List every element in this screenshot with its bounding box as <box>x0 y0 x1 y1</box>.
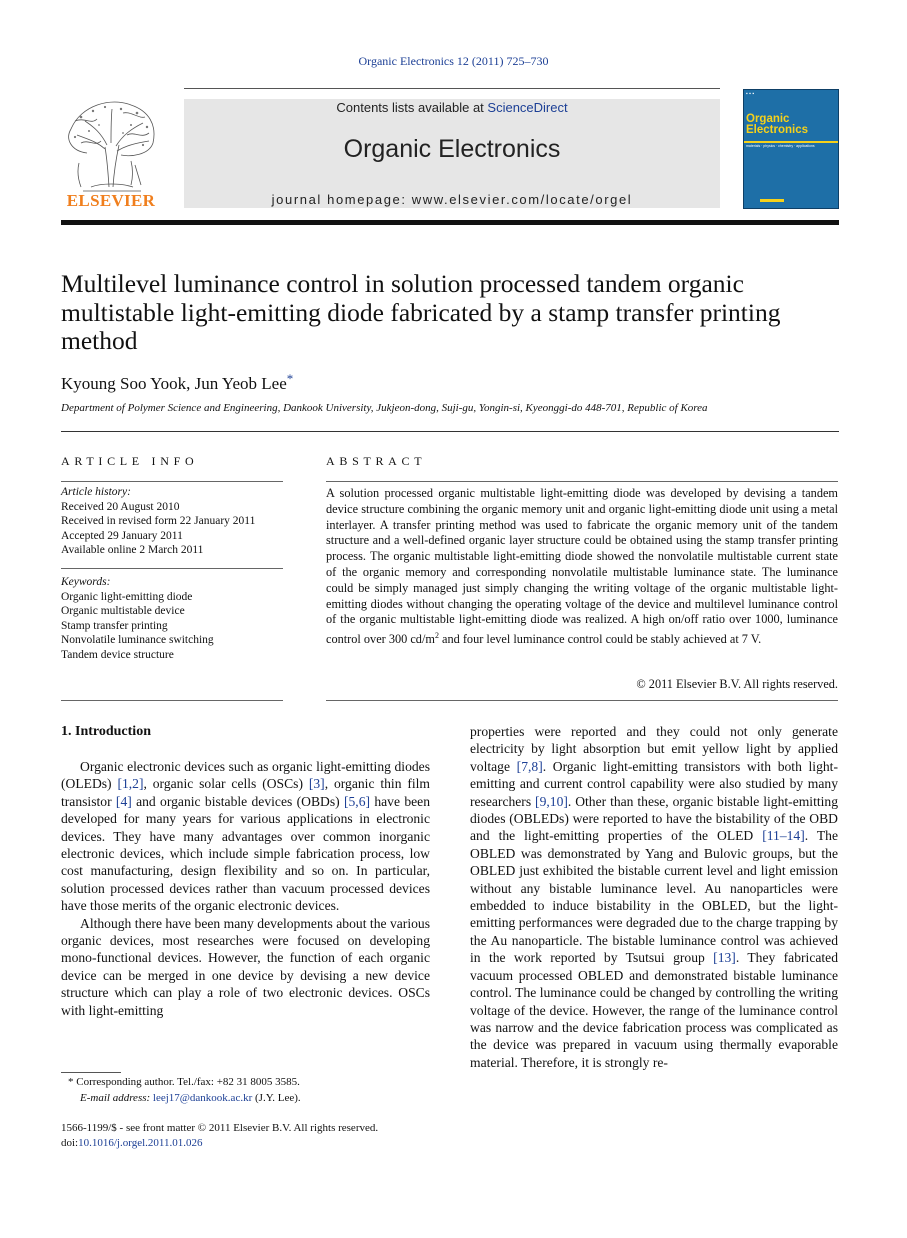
cover-title: Organic Electronics <box>746 113 808 136</box>
footnote-rule <box>61 1072 121 1073</box>
keyword-item: Organic light-emitting diode <box>61 590 193 603</box>
article-info-bottom-rule <box>61 700 283 701</box>
intro-left-column <box>61 758 430 1019</box>
citation-link[interactable]: [3] <box>308 776 325 792</box>
cover-footer-bar <box>760 199 784 202</box>
citation-link[interactable]: [7,8] <box>516 758 543 774</box>
title-divider <box>61 431 839 432</box>
journal-name: Organic Electronics <box>343 135 561 163</box>
history-received: Received 20 August 2010 <box>61 500 180 513</box>
article-info-rule <box>61 481 283 482</box>
corresponding-author-footnote: * Corresponding author. Tel./fax: +82 31 8005 3585. <box>68 1076 300 1088</box>
article-history <box>61 485 291 558</box>
citation-link[interactable]: [5,6] <box>343 793 371 809</box>
abstract-heading: ABSTRACT <box>326 454 427 468</box>
citation-link[interactable]: [13] <box>713 950 736 966</box>
header-thick-rule <box>61 220 839 225</box>
abstract-text: A solution processed organic multistable light-emitting diode was developed by devising a tandem device structure combining the organic memory unit and organic light-emitting diode unit using a metal interlayer. A transfer printing method was used to fabricate the organic memory unit of the tandem structure and a well-defined organic layer structure could be obtained using the stamp transfer printing process. The organic multistable light-emitting diode showed the nonvolatile multistable current state of the organic memory and corresponding nonvolatile multistable luminance state. The luminance could be simply managed just simply changing the writing voltage of the organic multistable light-emitting diodes without changing the operating voltage of the device and multilevel luminance control of the organic multistable light-emitting diode was realized. A high on/off ratio over 1000, luminance control over 300 $cd/m^2$ and four level luminance control could be stably achieved at 7 V. <box>326 486 838 647</box>
journal-cover-thumbnail[interactable] <box>743 89 839 209</box>
article-history-label: Article history: <box>61 486 131 498</box>
intro-paragraph-1: Organic electronic devices such as organic light-emitting diodes (OLEDs) [1,2], organic solar cells (OSCs) [3], organic thin film transistor [4] and organic bistable devices (OBDs) [5,6] have been developed for many years for various applications in electronic devices. They have many advantages over common inorganic electronic devices, which include simple fabrication process, low cost manufacturing, design flexibility and so on. In particular, solution processed devices rather than vacuum processed devices have those merits of the organic electronic devices. <box>61 759 430 914</box>
cover-stripe <box>744 141 838 143</box>
authors: Kyoung Soo Yook, Jun Yeob Lee <box>61 374 287 393</box>
journal-reference[interactable]: Organic Electronics 12 (2011) 725–730 <box>358 54 549 68</box>
affiliation: Department of Polymer Science and Engineering, Dankook University, Jukjeon-dong, Suji-gu, Yongin-si, Kyeonggi-do 448-701, Republic of Korea <box>61 402 708 414</box>
doi-link[interactable]: 10.1016/j.orgel.2011.01.026 <box>78 1137 203 1149</box>
elsevier-wordmark: ELSEVIER <box>66 191 156 210</box>
intro-paragraph-3: properties were reported and they could not only generate electricity by light absorption but emit yellow light by applied voltage [7,8]. Organic light-emitting transistors with both light-emitting and current control capability were also studied by many researchers [9,10]. Other than these, organic bistable light-emitting diodes (OBLEDs) were reported to have the bistability of the OBD and the light-emitting properties of the OLED [11–14]. The OBLED was demonstrated by Yang and Bulovic groups, but the OBLED just exhibited the bistable current level and light emission without any bistable luminance level. Au nanoparticles were embedded to induce bistability in the OBLED, but the light-emitting performances were degraded due to the charge trapping by the Au nanoparticle. The bistable luminance control was achieved in the work reported by Tsutsui group [13]. They fabricated vacuum processed OBLED and demonstrated bistable luminance control. The luminance could be changed by controlling the writing voltage of the device. However, the range of the luminance control was narrow and the device fabrication process was complicated as the device was prepared in vacuum using thermally evaporable material. Therefore, it is strongly re- <box>470 724 839 1070</box>
article-info-heading: ARTICLE INFO <box>61 454 199 468</box>
header-top-rule <box>184 88 720 89</box>
keywords-rule <box>61 568 283 569</box>
section-heading-introduction: 1. Introduction <box>61 724 151 739</box>
citation-link[interactable]: [9,10] <box>535 793 568 809</box>
keyword-item: Stamp transfer printing <box>61 619 168 632</box>
author-line <box>61 371 293 394</box>
article-title: Multilevel luminance control in solution processed tandem organic multistable light-emitting diode fabricated by a stamp transfer printing method <box>61 269 781 355</box>
abstract-copyright: © 2011 Elsevier B.V. All rights reserved. <box>636 677 838 691</box>
citation-link[interactable]: [11–14] <box>762 828 805 844</box>
cover-subtitle: materials · physics · chemistry · applications <box>746 144 815 148</box>
intro-right-column <box>470 723 838 1071</box>
email-link[interactable]: leej17@dankook.ac.kr <box>152 1092 253 1104</box>
sciencedirect-link[interactable]: ScienceDirect <box>487 100 568 115</box>
issn-line: 1566-1199/$ - see front matter © 2011 Elsevier B.V. All rights reserved. <box>61 1122 379 1134</box>
contents-prefix: Contents lists available at <box>336 100 488 115</box>
citation-link[interactable]: [1,2] <box>117 776 144 792</box>
doi-line: doi:10.1016/j.orgel.2011.01.026 <box>61 1137 203 1149</box>
corresponding-author-mark[interactable]: * <box>286 371 294 386</box>
keyword-item: Tandem device structure <box>61 648 174 661</box>
citation-link[interactable]: [4] <box>115 793 132 809</box>
abstract-rule <box>326 481 838 482</box>
intro-paragraph-2: Although there have been many developments about the various organic devices, most researches were focused on developing mono-functional devices. However, the function of each organic device can be merged in one device by devising a new device structure which can play a role of two electronic devices. OSCs with light-emitting <box>61 915 430 1018</box>
keyword-item: Organic multistable device <box>61 605 185 617</box>
keyword-item: Nonvolatile luminance switching <box>61 634 214 646</box>
history-accepted: Accepted 29 January 2011 <box>61 529 183 542</box>
abstract-bottom-rule <box>326 700 838 701</box>
keywords-label: Keywords: <box>61 576 111 588</box>
contents-line <box>184 100 720 115</box>
history-revised: Received in revised form 22 January 2011 <box>61 515 256 527</box>
journal-homepage[interactable]: journal homepage: www.elsevier.com/locate/orgel <box>271 192 633 207</box>
email-footnote: E-mail address: leej17@dankook.ac.kr (J.Y. Lee). <box>80 1092 301 1104</box>
cover-publisher-mark: ▪ ▪ ▪ <box>746 91 755 97</box>
keywords <box>61 575 291 662</box>
history-online: Available online 2 March 2011 <box>61 544 204 556</box>
